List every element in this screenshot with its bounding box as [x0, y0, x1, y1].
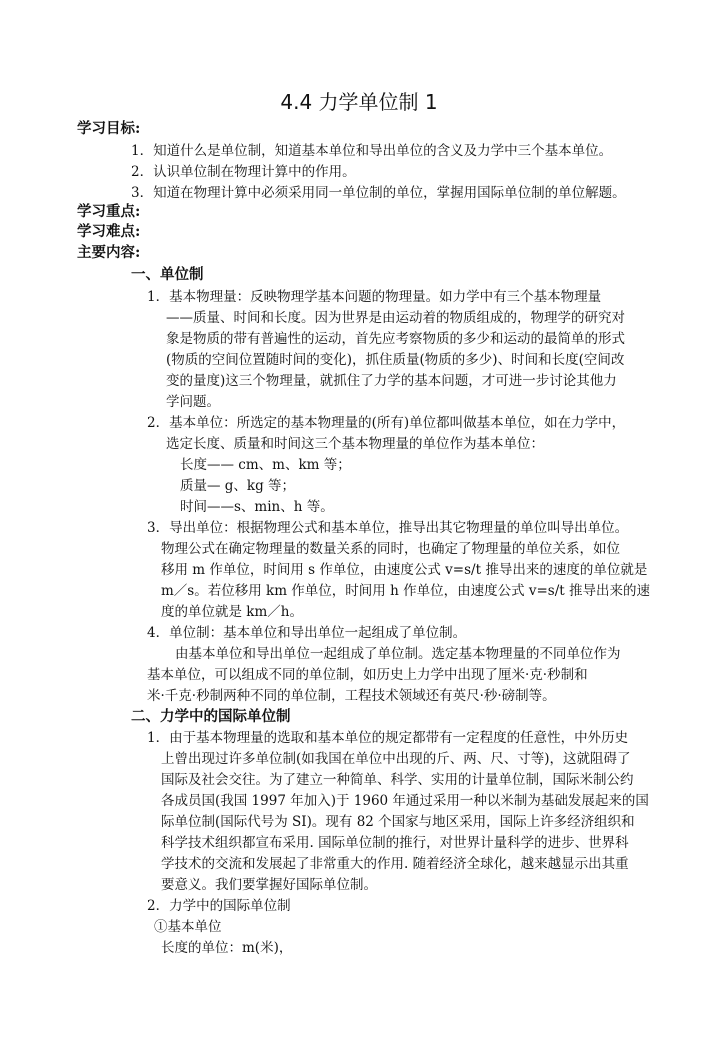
paragraph-line: 要意义。我们要掌握好国际单位制。: [161, 877, 377, 893]
label-goals: 学习目标:: [77, 120, 141, 137]
document-title: 4.4 力学单位制 1: [280, 90, 438, 114]
paragraph-line: 基本单位，可以组成不同的单位制，如历史上力学中出现了厘米·克·秒制和: [147, 667, 588, 683]
paragraph-line: 科学技术组织都宣布采用. 国际单位制的推行，对世界计量科学的进步、世界科: [161, 835, 629, 851]
paragraph-line: 变的量度)这三个物理量，就抓住了力学的基本问题，才可进一步讨论其他力: [166, 373, 617, 389]
section-heading: 二、力学中的国际单位制: [131, 708, 291, 725]
paragraph-line: 由基本单位和导出单位一起组成了单位制。选定基本物理量的不同单位作为: [175, 646, 621, 662]
goal-item: 1．知道什么是单位制，知道基本单位和导出单位的含义及力学中三个基本单位。: [131, 143, 613, 159]
goal-item: 2．认识单位制在物理计算中的作用。: [131, 164, 356, 180]
paragraph-line: 2．基本单位：所选定的基本物理量的(所有)单位都叫做基本单位，如在力学中，: [147, 415, 626, 431]
unit-example: 长度—— cm、m、km 等；: [180, 457, 351, 473]
paragraph-line: 长度的单位：m(米)，: [161, 940, 293, 956]
paragraph-line: (物质的空间位置随时间的变化)，抓住质量(物质的多少)、时间和长度(空间改: [166, 352, 625, 368]
sub-heading: ①基本单位: [154, 919, 222, 935]
goal-item: 3．知道在物理计算中必须采用同一单位制的单位，掌握用国际单位制的单位解题。: [131, 185, 626, 201]
paragraph-line: 上曾出现过许多单位制(如我国在单位中出现的斤、两、尺、寸等)，这就阻碍了: [161, 751, 631, 767]
paragraph-line: 国际及社会交往。为了建立一种简单、科学、实用的计量单位制，国际米制公约: [161, 772, 634, 788]
paragraph-line: 1．由于基本物理量的选取和基本单位的规定都带有一定程度的任意性，中外历史: [147, 730, 629, 746]
label-main-content: 主要内容:: [77, 244, 141, 261]
label-key-points: 学习重点:: [77, 203, 141, 220]
paragraph-line: 际单位制(国际代号为 SI)。现有 82 个国家与地区采用，国际上许多经济组织和: [161, 814, 635, 830]
paragraph-line: 1．基本物理量：反映物理学基本问题的物理量。如力学中有三个基本物理量: [147, 289, 602, 305]
paragraph-line: 象是物质的带有普遍性的运动，首先应考察物质的多少和运动的最简单的形式: [166, 331, 625, 347]
paragraph-line: 物理公式在确定物理量的数量关系的同时，也确定了物理量的单位关系，如位: [161, 541, 620, 557]
paragraph-line: 米·千克·秒制两种不同的单位制，工程技术领域还有英尺·秒·磅制等。: [147, 688, 556, 704]
paragraph-line: ——质量、时间和长度。因为世界是由运动着的物质组成的，物理学的研究对: [166, 310, 625, 326]
unit-example: 时间——s、min、h 等。: [180, 499, 334, 515]
label-difficult-points: 学习难点:: [77, 223, 141, 240]
unit-example: 质量— g、kg 等；: [180, 478, 296, 494]
paragraph-line: 4．单位制：基本单位和导出单位一起组成了单位制。: [147, 625, 467, 641]
paragraph-line: 选定长度、质量和时间这三个基本物理量的单位作为基本单位：: [166, 436, 544, 452]
section-heading: 一、单位制: [131, 266, 204, 283]
paragraph-line: 学问题。: [166, 394, 220, 410]
paragraph-line: m／s。若位移用 km 作单位，时间用 h 作单位，由速度公式 v=s/t 推导出来的速: [161, 583, 650, 599]
paragraph-line: 度的单位就是 km／h。: [161, 604, 303, 620]
paragraph-line: 3．导出单位：根据物理公式和基本单位，推导出其它物理量的单位叫导出单位。: [147, 520, 629, 536]
paragraph-line: 学技术的交流和发展起了非常重大的作用. 随着经济全球化，越来越显示出其重: [161, 856, 629, 872]
paragraph-line: 2．力学中的国际单位制: [147, 898, 291, 914]
paragraph-line: 移用 m 作单位，时间用 s 作单位，由速度公式 v=s/t 推导出来的速度的单位就是: [161, 562, 648, 578]
paragraph-line: 各成员国(我国 1997 年加入)于 1960 年通过采用一种以米制为基础发展起来的国: [161, 793, 649, 809]
